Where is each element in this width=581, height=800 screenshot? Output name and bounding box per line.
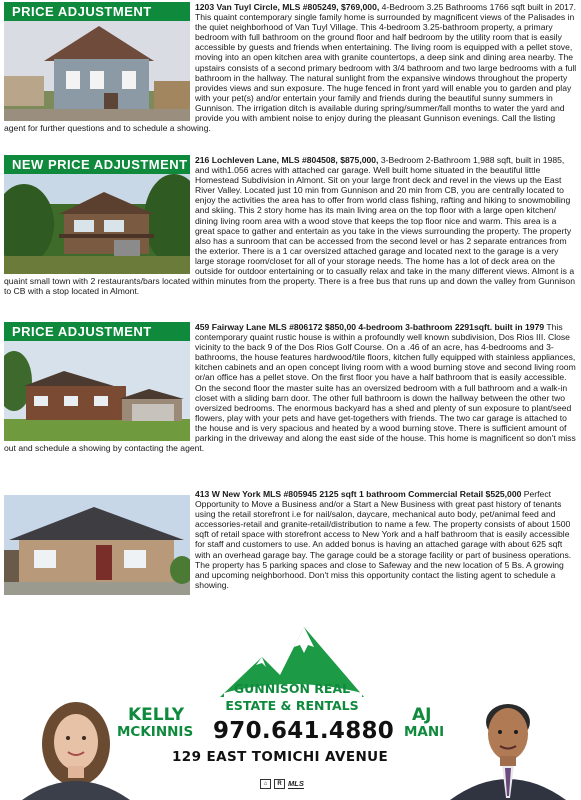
listing-2-description: 3-Bedroom 2-Bathroom 1,988 sqft, built in 1985, and with1.056 acres with attached car garage. Well built home situated in the beautiful little Homestead Subdivision in Almont. Sit on your large front deck and revel in the views up the East River Valley. Located just 10 min from Gunnison and 20 min from CB, you are centrally located to enjoy the activities the area has to offer from world class fishing, rafting and hiking to snowmobiling and skiing. This 2 story home has its main living area on the top floor with a large open kitchen/ dining living room area with a wood stove that keeps the top floor nice and warm. This area is a great space to gather and entertain as you take in the views surrounding the property. The property also has a sunroom that can be accessed from the second level or has 2 separate entrances from the exterior. There is a 1 car oversized attached garage and located next to the garage is a very large storage room/closet for all of your storage needs. The home has a lot of deck area on the outside for outdoor entertaining or to casually relax and take in the many different views. Almont is a quaint small town with 2 restaurants/bars located within minutes from the property. There is a free bus that runs up and down the valley from Gunnison to CB with a stop located in Almont.: [4, 155, 575, 297]
listing-1-headline: 1203 Van Tuyl Circle, MLS #805249, $769,000,: [195, 2, 380, 12]
listing-4-headline: 413 W New York MLS #805945 2125 sqft 1 bathroom Commercial Retail $525,000: [195, 489, 522, 499]
listing-2-media: [4, 155, 190, 274]
listing-3-media: [4, 322, 190, 441]
agent-kelly-last-name: MCKINNIS: [117, 724, 194, 740]
agent-aj-first-name: AJ: [412, 705, 432, 725]
listing-2-headline: 216 Lochleven Lane, MLS #804508, $875,000,: [195, 155, 379, 165]
listing-2: [4, 155, 577, 296]
listing-3: [4, 322, 577, 453]
logo-line-2: ESTATE & RENTALS: [225, 698, 359, 713]
agent-kelly-photo: [12, 692, 140, 800]
agent-aj-last-name: MANI: [404, 724, 445, 740]
listing-3-headline: 459 Fairway Lane MLS #806172 $850,00 4-bedroom 3-bathroom 2291sqft. built in 1979: [195, 322, 545, 332]
mls-badge: MLS: [288, 779, 304, 788]
equal-housing-icon: ⌂: [260, 779, 271, 789]
listing-1: [4, 2, 577, 133]
realtor-icon: R: [274, 779, 285, 789]
agent-kelly-first-name: KELLY: [128, 705, 185, 725]
agent-aj-photo: [444, 692, 572, 800]
office-phone-number[interactable]: 970.641.4880: [213, 718, 395, 744]
new-price-adjustment-banner: NEW PRICE ADJUSTMENT: [4, 155, 190, 174]
listing-1-description: 4-Bedroom 3.25 Bathrooms 1766 sqft built in 2017. This quaint contemporary single family home is surrounded by magnificent views of the Palisades in the quiet neighborhood of Van Tuyl Village. This 4-bedroom 3.25-bathroom property, a primary bedroom with full bathroom on the ground floor and half bedroom by the utility room that is easily accessible by guests and friends when entertaining. The living room is equipped with a pellet stove, moving into an open kitchen area with granite countertops, a deep sink and dining area nearby. The upstairs consists of a second primary bedroom with 3/4 bathroom and two large bedrooms with a full bathroom in the hallway. The natural sunlight from the expansive windows throughout the property provides views and sun exposure. The huge fenced in front yard will enable you to garden and play with your pet(s) and/or entertain your family and friends during the beautiful sunny summers in Gunnison. The irrigation ditch is available during spring/summer/fall months to water the yard and provide you with ambient noise to enjoy during the pleasant Gunnison evenings. Call the listing agent for further questions and to schedule a showing.: [4, 2, 577, 134]
listing-4-description: Perfect Opportunity to Move a Business and/or a Start a New Business with great past history of tenants using the retail storefront i.e for nail/salon, daycare, mechanical auto body, pet/animal feed and accessories-retail and granite-retail/distribution to name a few. The property consists of about 1500 sqft of retail space with storefront access to New York and a half bathroom that is easily accessible for staff and customers to use. An added bonus is having an attached garage with about 625 sqft with an overhead garage bay. The garage could be a storage facility or part of business operations. The property has 5 parking spaces and close to Safeway and the new location of 5 Bs. A growing and upcoming neighborhood. Don't miss this opportunity contact the listing agent to schedule a showing.: [195, 489, 572, 590]
listing-4-media: [4, 489, 190, 595]
footer-badges: [260, 779, 304, 789]
office-address: 129 EAST TOMICHI AVENUE: [172, 749, 389, 765]
listing-3-description: This contemporary quaint rustic house is within a profoundly well known subdivision, Dos Rios III. Close vicinity to the back 9 of the Dos Rios Golf Course. On a .46 of an acre, has 4-bedrooms and 3-bathrooms, the house features hardwood/tile floors, kitchen fully equipped with stainless appliances, kitchen cabinets and an open concept living room with a wood burning stove and second living room or/an office has a pellet stove. On the first floor you have a half bathroom that is easily accessible. On the second floor the master suite has an oversized bedroom with a full bathroom and a walk-in closet with a sliding barn door. The other full bathroom is down the hallway between the other two oversized bedrooms. The enormous backyard has a shed and plenty of sun exposure to plant/seed flowers, play with your pets and have get-togethers with friends. The two car garage is attached to the house and is very spacious and heated by a wood burning stove. There is sufficient amount of parking in the driveway and along the east side of the house. This home is magnificent so don't miss out and schedule a showing by contacting the agent.: [4, 322, 576, 454]
listing-1-media: [4, 2, 190, 121]
listing-4: [4, 489, 577, 595]
price-adjustment-banner: PRICE ADJUSTMENT: [4, 322, 190, 341]
listing-3-photo[interactable]: [4, 341, 190, 441]
logo-line-1: GUNNISON REAL: [233, 681, 351, 696]
gunnison-real-estate-logo[interactable]: [212, 617, 372, 717]
listing-1-photo[interactable]: [4, 21, 190, 121]
price-adjustment-banner: PRICE ADJUSTMENT: [4, 2, 190, 21]
listing-2-photo[interactable]: [4, 174, 190, 274]
listing-4-photo[interactable]: [4, 495, 190, 595]
